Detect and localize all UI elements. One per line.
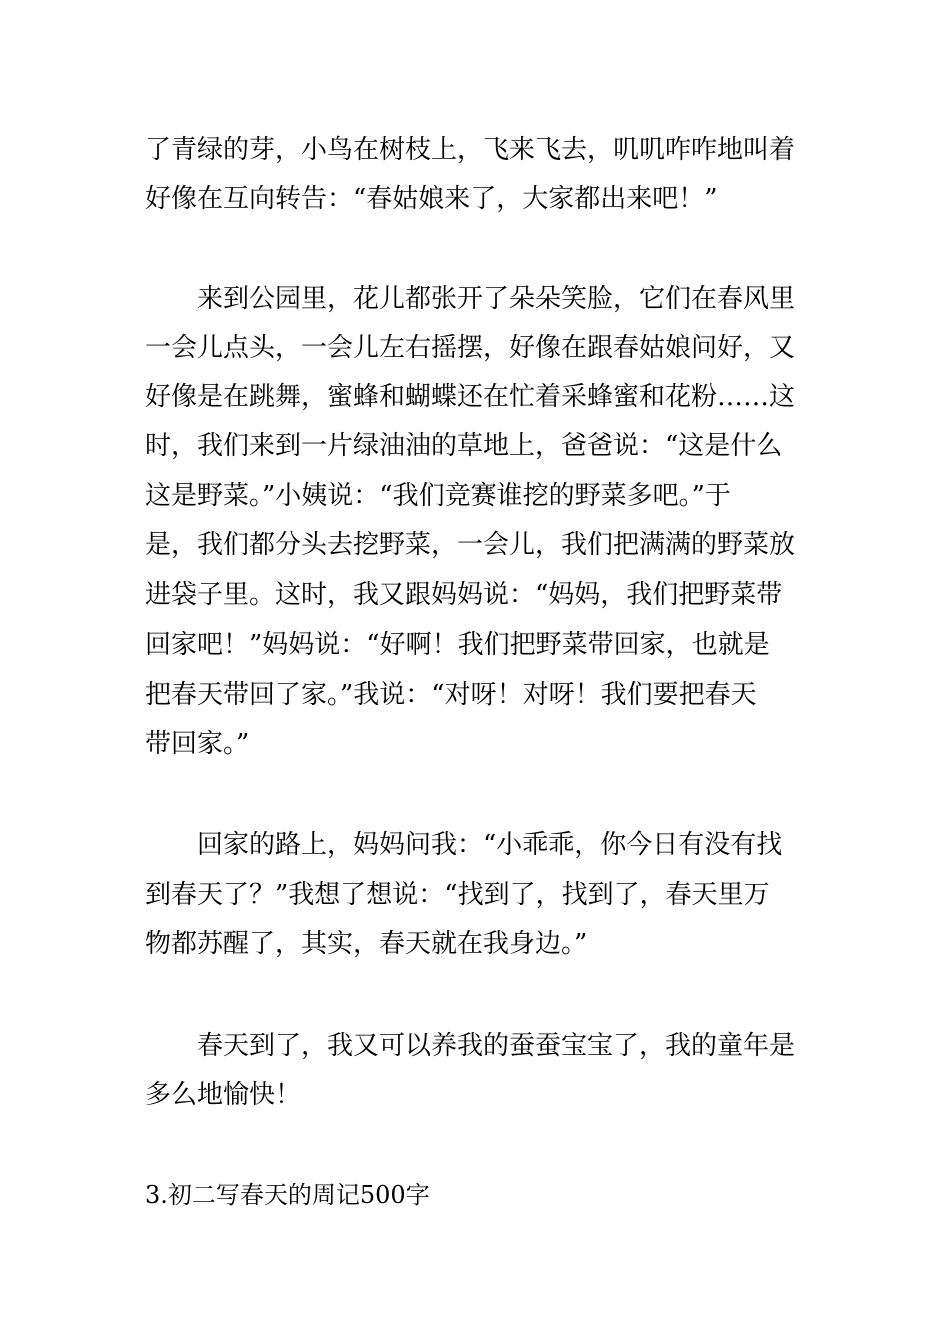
paragraph-line: 物都苏醒了，其实，春天就在我身边。”: [145, 929, 588, 959]
paragraph-line: 时，我们来到一片绿油油的草地上，爸爸说：“这是什么: [145, 431, 783, 461]
paragraph-line: 这是野菜。”小姨说：“我们竞赛谁挖的野菜多吧。”于: [145, 481, 731, 511]
paragraph-line: 来到公园里，花儿都张开了朵朵笑脸，它们在春风里: [197, 284, 796, 314]
paragraph-line: 带回家。”: [145, 729, 250, 759]
paragraph-line: 一会儿点头，一会儿左右摇摆，好像在跟春姑娘问好，又: [145, 333, 796, 363]
paragraph-line: 了青绿的芽，小鸟在树枝上，飞来飞去，叽叽咋咋地叫着: [145, 135, 796, 165]
paragraph-line: 好像是在跳舞，蜜蜂和蝴蝶还在忙着采蜂蜜和花粉……这: [145, 382, 796, 412]
paragraph-line: 好像在互向转告：“春姑娘来了，大家都出来吧！”: [145, 184, 718, 214]
paragraph-line: 到春天了？”我想了想说：“找到了，找到了，春天里万: [145, 880, 770, 910]
paragraph-line: 进袋子里。这时，我又跟妈妈说：“妈妈，我们把野菜带: [145, 580, 783, 610]
section-heading: 3.初二写春天的周记500字: [145, 1181, 430, 1209]
paragraph-line: 把春天带回了家。”我说：“对呀！对呀！我们要把春天: [145, 680, 757, 710]
paragraph-line: 回家的路上，妈妈问我：“小乖乖，你今日有没有找: [197, 830, 783, 860]
paragraph-line: 多么地愉快！: [145, 1080, 302, 1110]
paragraph-line: 春天到了，我又可以养我的蚕蚕宝宝了，我的童年是: [197, 1031, 796, 1061]
paragraph-line: 是，我们都分头去挖野菜，一会儿，我们把满满的野菜放: [145, 530, 796, 560]
paragraph-line: 回家吧！”妈妈说：“好啊！我们把野菜带回家，也就是: [145, 630, 770, 660]
